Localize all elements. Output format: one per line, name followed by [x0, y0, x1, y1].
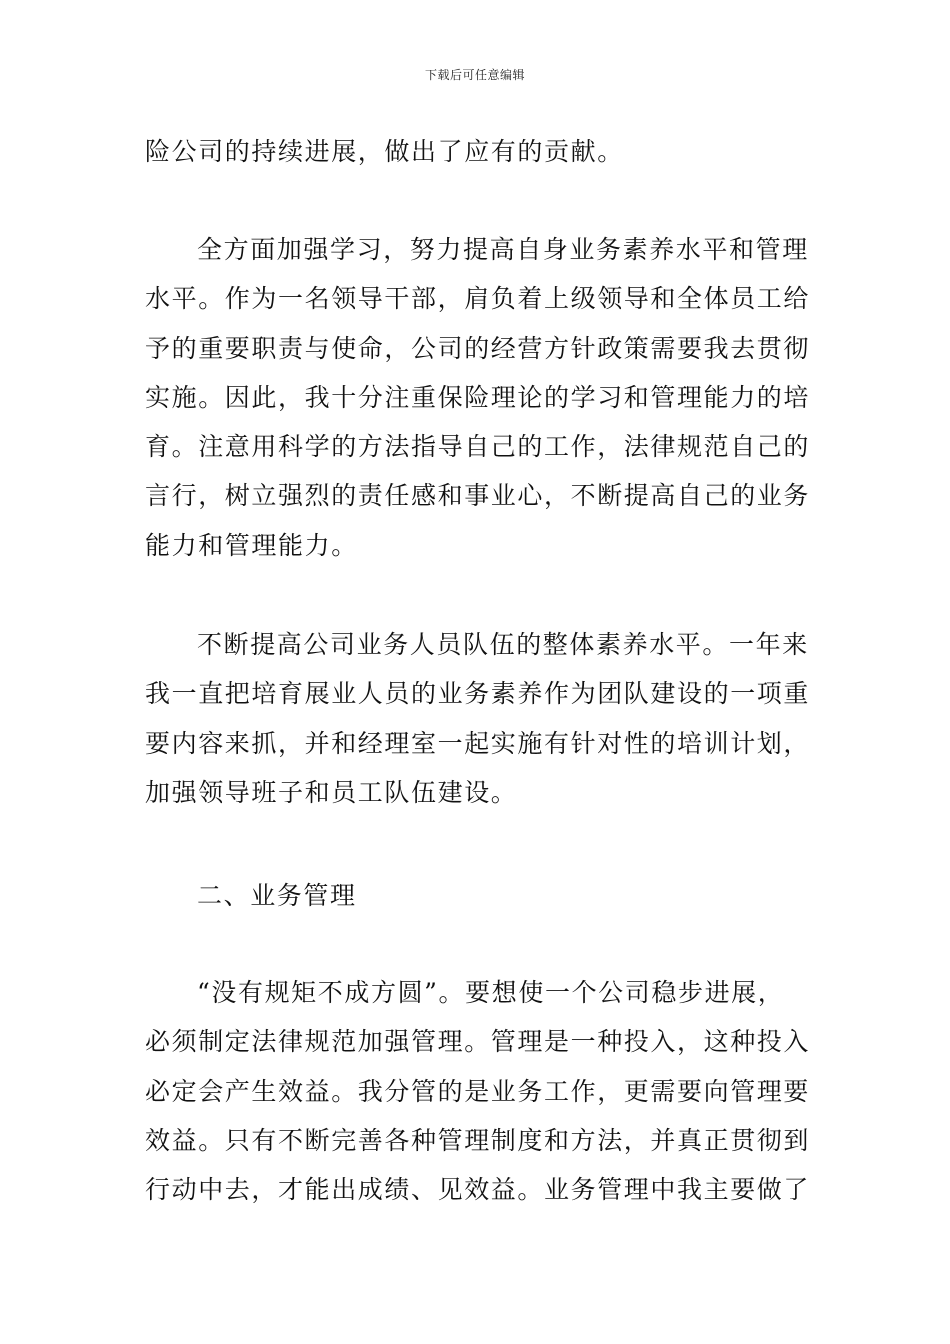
paragraph-line: 予的重要职责与使命，公司的经营方针政策需要我去贯彻 [145, 333, 811, 363]
paragraph-team [145, 620, 810, 817]
paragraph-line: 言行，树立强烈的责任感和事业心，不断提高自己的业务 [145, 481, 811, 511]
paragraph-line: 能力和管理能力。 [145, 530, 358, 560]
paragraph-line: 要内容来抓，并和经理室一起实施有针对性的培训计划， [145, 728, 811, 758]
section-heading-text: 二、业务管理 [197, 881, 357, 910]
paragraph-line: “没有规矩不成方圆”。要想使一个公司稳步进展， [197, 978, 785, 1007]
paragraph-management [145, 968, 810, 1214]
section-heading [145, 871, 810, 920]
paragraph-line: 必定会产生效益。我分管的是业务工作，更需要向管理要 [145, 1076, 811, 1106]
paragraph-line: 全方面加强学习，努力提高自身业务素养水平和管理 [197, 235, 809, 264]
header-note: 下载后可任意编辑 [424, 68, 525, 82]
paragraph-line: 效益。只有不断完善各种管理制度和方法，并真正贯彻到 [145, 1125, 811, 1155]
paragraph-line: 必须制定法律规范加强管理。管理是一种投入，这种投入 [145, 1027, 811, 1057]
paragraph-line: 行动中去，才能出成绩、见效益。业务管理中我主要做了 [145, 1175, 811, 1205]
paragraph-line: 不断提高公司业务人员队伍的整体素养水平。一年来 [197, 630, 809, 659]
paragraph-continuation [145, 127, 810, 176]
paragraph-line: 水平。作为一名领导干部，肩负着上级领导和全体员工给 [145, 284, 811, 314]
paragraph-line: 加强领导班子和员工队伍建设。 [145, 777, 518, 807]
paragraph-study [145, 225, 810, 570]
paragraph-line: 育。注意用科学的方法指导自己的工作，法律规范自己的 [145, 432, 811, 462]
paragraph-line: 险公司的持续进展，做出了应有的贡献。 [145, 137, 624, 166]
paragraph-line: 我一直把培育展业人员的业务素养作为团队建设的一项重 [145, 679, 811, 709]
paragraph-line: 实施。因此，我十分注重保险理论的学习和管理能力的培 [145, 382, 811, 412]
